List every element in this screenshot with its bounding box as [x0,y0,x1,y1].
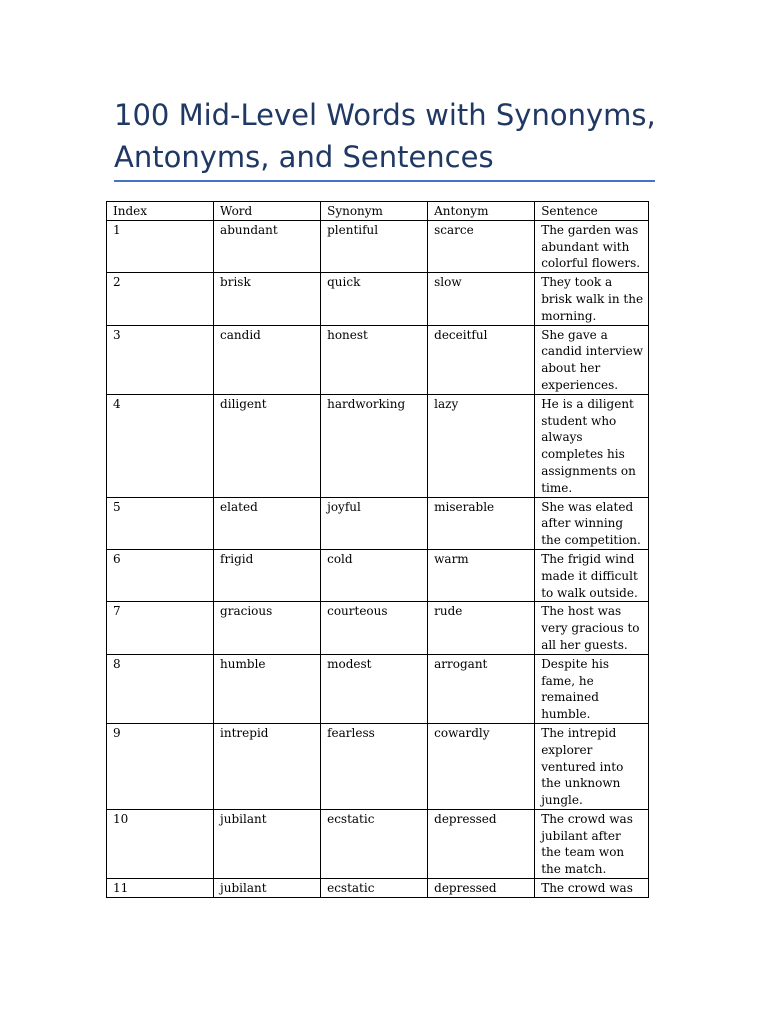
cell-sentence: The frigid wind made it difficult to walk outside. [535,549,649,601]
cell-synonym: hardworking [321,394,428,497]
cell-antonym: arrogant [428,654,535,723]
table-header-row [107,202,649,221]
cell-index: 8 [107,654,214,723]
cell-antonym: warm [428,549,535,601]
title-divider [114,180,655,182]
cell-index: 9 [107,723,214,809]
cell-synonym: fearless [321,723,428,809]
table-row [107,273,649,325]
cell-word: intrepid [214,723,321,809]
cell-synonym: ecstatic [321,879,428,898]
cell-antonym: deceitful [428,325,535,394]
cell-synonym: ecstatic [321,809,428,878]
cell-antonym: lazy [428,394,535,497]
cell-index: 2 [107,273,214,325]
cell-word: abundant [214,220,321,272]
cell-sentence: She gave a candid interview about her experiences. [535,325,649,394]
table-row [107,654,649,723]
cell-sentence: The host was very gracious to all her guests. [535,602,649,654]
cell-word: brisk [214,273,321,325]
table-row [107,394,649,497]
table-body [107,220,649,897]
cell-sentence: The crowd was [535,879,649,898]
header-word: Word [214,202,321,221]
cell-word: jubilant [214,809,321,878]
cell-index: 6 [107,549,214,601]
vocabulary-table [106,201,649,898]
cell-word: humble [214,654,321,723]
cell-word: elated [214,497,321,549]
header-antonym: Antonym [428,202,535,221]
cell-index: 1 [107,220,214,272]
cell-antonym: cowardly [428,723,535,809]
table-row [107,723,649,809]
cell-sentence: The intrepid explorer ventured into the unknown jungle. [535,723,649,809]
table-row [107,879,649,898]
cell-sentence: The crowd was jubilant after the team won the match. [535,809,649,878]
header-sentence: Sentence [535,202,649,221]
cell-index: 11 [107,879,214,898]
cell-word: diligent [214,394,321,497]
cell-sentence: He is a diligent student who always completes his assignments on time. [535,394,649,497]
table-row [107,497,649,549]
cell-index: 5 [107,497,214,549]
table-row [107,602,649,654]
cell-synonym: cold [321,549,428,601]
cell-antonym: scarce [428,220,535,272]
table-row [107,809,649,878]
cell-index: 7 [107,602,214,654]
cell-antonym: slow [428,273,535,325]
table-header [107,202,649,221]
cell-synonym: quick [321,273,428,325]
header-index: Index [107,202,214,221]
cell-index: 10 [107,809,214,878]
cell-word: gracious [214,602,321,654]
cell-synonym: joyful [321,497,428,549]
table-row [107,220,649,272]
table-row [107,549,649,601]
cell-word: jubilant [214,879,321,898]
cell-sentence: The garden was abundant with colorful flowers. [535,220,649,272]
cell-antonym: rude [428,602,535,654]
cell-word: frigid [214,549,321,601]
cell-synonym: courteous [321,602,428,654]
cell-synonym: modest [321,654,428,723]
cell-synonym: plentiful [321,220,428,272]
cell-index: 3 [107,325,214,394]
table-row [107,325,649,394]
cell-word: candid [214,325,321,394]
cell-index: 4 [107,394,214,497]
cell-sentence: Despite his fame, he remained humble. [535,654,649,723]
cell-antonym: depressed [428,809,535,878]
cell-antonym: miserable [428,497,535,549]
page-title: 100 Mid-Level Words with Synonyms, Antonyms, and Sentences [114,98,656,174]
header-synonym: Synonym [321,202,428,221]
cell-sentence: She was elated after winning the competition. [535,497,649,549]
cell-antonym: depressed [428,879,535,898]
cell-synonym: honest [321,325,428,394]
cell-sentence: They took a brisk walk in the morning. [535,273,649,325]
